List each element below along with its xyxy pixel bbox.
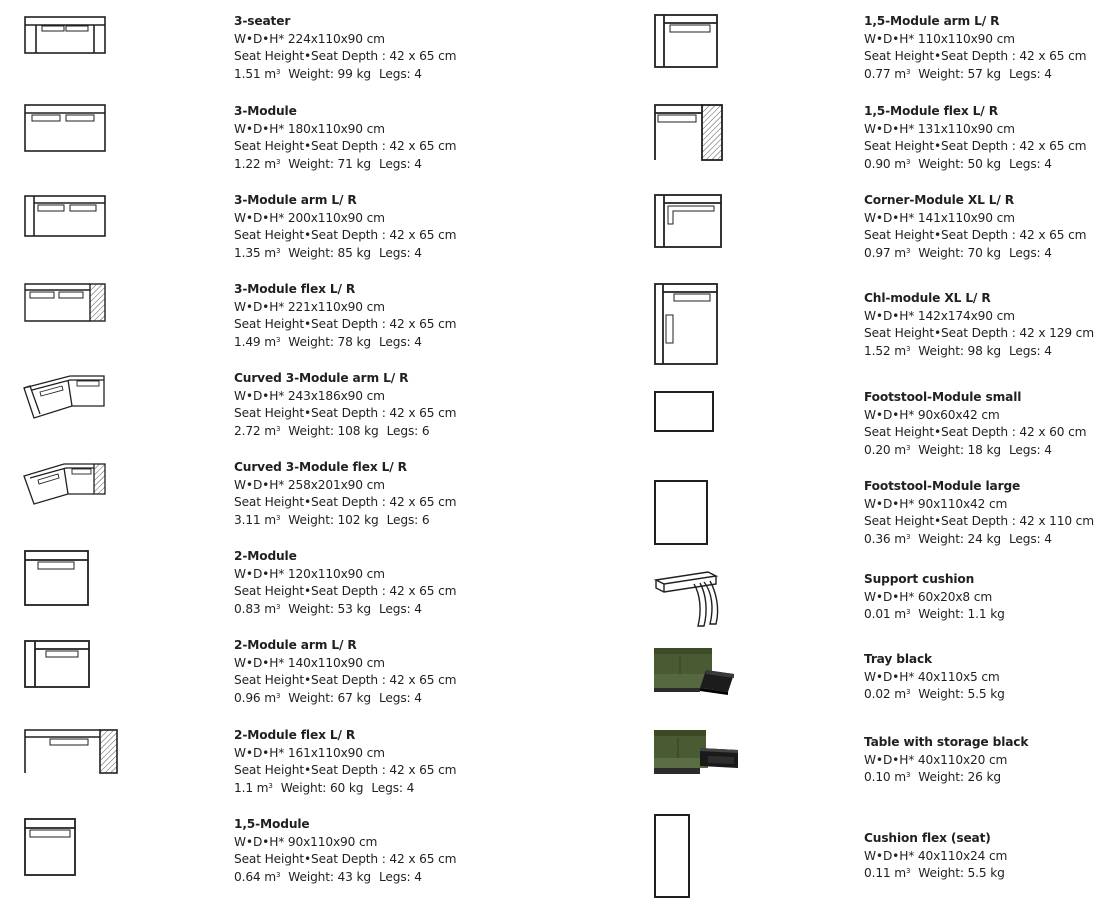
product-seat: Seat Height•Seat Depth : 42 x 65 cm — [234, 139, 457, 153]
product-weight: Weight: 70 kg — [918, 245, 1001, 260]
product-weight: Weight: 43 kg — [288, 869, 371, 884]
product-dimensions: W•D•H* 221x110x90 cm — [234, 299, 385, 314]
product-stats — [864, 531, 1094, 549]
product-weight: Weight: 50 kg — [918, 156, 1001, 171]
product-volume: 1.1 m — [234, 780, 269, 795]
product-weight: Weight: 78 kg — [288, 334, 371, 349]
product-weight: Weight: 85 kg — [288, 245, 371, 260]
product-weight: Weight: 5.5 kg — [918, 866, 1005, 880]
product-title: Cushion flex (seat) — [864, 831, 991, 845]
product-volume: 0.36 m — [864, 531, 906, 546]
sofa-2-module-icon — [24, 550, 90, 608]
product-volume: 0.90 m — [864, 156, 906, 171]
product-title: 3-Module arm L/ R — [234, 193, 357, 207]
product-weight: Weight: 99 kg — [288, 66, 371, 81]
cubic-superscript: 3 — [905, 157, 911, 166]
product-stats — [864, 769, 1028, 787]
footstool-small-icon — [654, 391, 716, 433]
product-volume: 0.77 m — [864, 66, 906, 81]
cubic-superscript: 3 — [905, 771, 911, 779]
product-dimensions: W•D•H* 142x174x90 cm — [864, 308, 1015, 323]
product-title: Curved 3-Module arm L/ R — [234, 371, 409, 385]
product-dimensions: W•D•H* 90x60x42 cm — [864, 407, 1000, 422]
sofa-curved-3-module-arm-icon — [22, 372, 108, 422]
product-weight: Weight: 24 kg — [918, 531, 1001, 546]
product-stats — [864, 606, 1005, 624]
product-weight: Weight: 71 kg — [288, 156, 371, 171]
cubic-superscript: 3 — [275, 424, 281, 433]
product-dimensions: W•D•H* 258x201x90 cm — [234, 477, 385, 492]
product-seat: Seat Height•Seat Depth : 42 x 65 cm — [234, 495, 457, 509]
cubic-superscript: 3 — [905, 67, 911, 76]
product-dimensions: W•D•H* 90x110x90 cm — [234, 834, 378, 849]
product-title: 3-Module — [234, 104, 297, 118]
support-cushion-icon — [654, 570, 720, 628]
product-stats — [864, 156, 1086, 174]
product-legs: Legs: 6 — [386, 423, 430, 438]
product-dimensions: W•D•H* 200x110x90 cm — [234, 210, 385, 225]
cubic-superscript: 3 — [275, 67, 281, 76]
product-stats — [234, 601, 456, 619]
product-dimensions: W•D•H* 161x110x90 cm — [234, 745, 385, 760]
product-legs: Legs: 4 — [371, 780, 415, 795]
product-seat: Seat Height•Seat Depth : 42 x 129 cm — [864, 326, 1094, 340]
product-stats — [234, 66, 456, 84]
cubic-superscript: 3 — [268, 781, 273, 790]
cubic-superscript: 3 — [275, 691, 281, 700]
product-volume: 0.02 m — [864, 687, 906, 701]
product-volume: 0.83 m — [234, 601, 276, 616]
product-title: Tray black — [864, 652, 932, 666]
product-dimensions: W•D•H* 224x110x90 cm — [234, 31, 385, 46]
product-dimensions: W•D•H* 140x110x90 cm — [234, 655, 385, 670]
product-volume: 0.96 m — [234, 690, 276, 705]
product-stats — [234, 156, 456, 174]
product-volume: 1.35 m — [234, 245, 276, 260]
sofa-3-module-flex-icon — [24, 283, 108, 323]
product-seat: Seat Height•Seat Depth : 42 x 110 cm — [864, 514, 1094, 528]
cubic-superscript: 3 — [905, 608, 911, 616]
product-volume: 2.72 m — [234, 423, 276, 438]
product-title: Curved 3-Module flex L/ R — [234, 460, 407, 474]
product-weight: Weight: 1.1 kg — [918, 607, 1005, 621]
sofa-3-seater-icon — [24, 15, 108, 55]
product-weight: Weight: 26 kg — [918, 770, 1001, 784]
product-volume: 0.97 m — [864, 245, 906, 260]
product-legs: Legs: 4 — [1008, 442, 1052, 457]
product-legs: Legs: 4 — [378, 690, 422, 705]
product-legs: Legs: 4 — [378, 601, 422, 616]
product-weight: Weight: 5.5 kg — [918, 687, 1005, 701]
product-seat: Seat Height•Seat Depth : 42 x 65 cm — [864, 228, 1087, 242]
table-storage-photo-icon — [654, 730, 740, 780]
product-seat: Seat Height•Seat Depth : 42 x 65 cm — [234, 49, 457, 63]
product-legs: Legs: 4 — [378, 869, 422, 884]
product-dimensions: W•D•H* 120x110x90 cm — [234, 566, 385, 581]
product-volume: 1.52 m — [864, 343, 906, 358]
product-dimensions: W•D•H* 180x110x90 cm — [234, 121, 385, 136]
product-legs: Legs: 4 — [378, 334, 422, 349]
sofa-3-module-arm-icon — [24, 195, 108, 239]
cubic-superscript: 3 — [275, 870, 281, 879]
cushion-flex-icon — [654, 814, 692, 900]
product-stats — [864, 686, 1005, 704]
product-stats — [234, 334, 456, 352]
product-dimensions: W•D•H* 40x110x5 cm — [864, 669, 1000, 684]
cubic-superscript: 3 — [905, 688, 911, 696]
product-seat: Seat Height•Seat Depth : 42 x 65 cm — [234, 228, 457, 242]
product-legs: Legs: 4 — [1008, 343, 1052, 358]
product-dimensions: W•D•H* 110x110x90 cm — [864, 31, 1015, 46]
product-title: Footstool-Module small — [864, 390, 1022, 404]
product-title: Corner-Module XL L/ R — [864, 193, 1015, 207]
product-stats — [234, 780, 456, 798]
cubic-superscript: 3 — [275, 335, 281, 344]
product-dimensions: W•D•H* 141x110x90 cm — [864, 210, 1015, 225]
product-title: 2-Module arm L/ R — [234, 638, 357, 652]
product-title: Footstool-Module large — [864, 479, 1021, 493]
product-title: Table with storage black — [864, 735, 1029, 749]
product-stats — [864, 865, 1007, 883]
product-seat: Seat Height•Seat Depth : 42 x 65 cm — [234, 852, 457, 866]
product-volume: 3.11 m — [234, 512, 276, 527]
product-title: 1,5-Module arm L/ R — [864, 14, 1000, 28]
product-weight: Weight: 102 kg — [288, 512, 379, 527]
product-seat: Seat Height•Seat Depth : 42 x 65 cm — [234, 673, 457, 687]
product-volume: 0.11 m — [864, 866, 906, 880]
product-stats — [864, 442, 1086, 460]
product-seat: Seat Height•Seat Depth : 42 x 60 cm — [864, 425, 1087, 439]
product-title: 2-Module flex L/ R — [234, 728, 356, 742]
cubic-superscript: 3 — [905, 867, 911, 875]
product-weight: Weight: 98 kg — [918, 343, 1001, 358]
product-dimensions: W•D•H* 131x110x90 cm — [864, 121, 1015, 136]
sofa-curved-3-module-flex-icon — [22, 462, 108, 512]
product-legs: Legs: 4 — [1008, 531, 1052, 546]
product-legs: Legs: 6 — [386, 512, 430, 527]
product-stats — [234, 869, 456, 887]
product-stats — [864, 343, 1094, 361]
product-title: 3-seater — [234, 14, 291, 28]
product-title: Support cushion — [864, 572, 975, 586]
product-dimensions: W•D•H* 40x110x20 cm — [864, 752, 1008, 767]
product-stats — [864, 66, 1086, 84]
product-legs: Legs: 4 — [378, 245, 422, 260]
product-legs: Legs: 4 — [1008, 66, 1052, 81]
product-seat: Seat Height•Seat Depth : 42 x 65 cm — [864, 139, 1087, 153]
product-volume: 0.64 m — [234, 869, 276, 884]
product-volume: 1.49 m — [234, 334, 276, 349]
product-dimensions: W•D•H* 60x20x8 cm — [864, 589, 993, 604]
product-weight: Weight: 67 kg — [288, 690, 371, 705]
product-stats — [864, 245, 1086, 263]
product-title: 1,5-Module — [234, 817, 310, 831]
product-seat: Seat Height•Seat Depth : 42 x 65 cm — [234, 406, 457, 420]
product-seat: Seat Height•Seat Depth : 42 x 65 cm — [864, 49, 1087, 63]
cubic-superscript: 3 — [905, 532, 911, 541]
product-volume: 1.22 m — [234, 156, 276, 171]
product-dimensions: W•D•H* 243x186x90 cm — [234, 388, 385, 403]
product-weight: Weight: 108 kg — [288, 423, 379, 438]
product-title: 2-Module — [234, 549, 297, 563]
tray-black-photo-icon — [654, 648, 736, 700]
sofa-3-module-icon — [24, 104, 108, 154]
cubic-superscript: 3 — [905, 344, 911, 353]
sofa-2-module-flex-icon — [24, 729, 120, 775]
product-volume: 1.51 m — [234, 66, 276, 81]
product-weight: Weight: 57 kg — [918, 66, 1001, 81]
cubic-superscript: 3 — [275, 246, 281, 255]
product-dimensions: W•D•H* 40x110x24 cm — [864, 848, 1008, 863]
product-volume: 0.20 m — [864, 442, 906, 457]
sofa-1-5-module-flex-icon — [654, 104, 726, 162]
product-legs: Legs: 4 — [378, 66, 422, 81]
product-stats — [234, 512, 456, 530]
product-seat: Seat Height•Seat Depth : 42 x 65 cm — [234, 763, 457, 777]
chl-module-xl-icon — [654, 283, 720, 367]
product-volume: 0.01 m — [864, 607, 906, 621]
product-legs: Legs: 4 — [378, 156, 422, 171]
product-weight: Weight: 18 kg — [918, 442, 1001, 457]
product-weight: Weight: 60 kg — [280, 780, 364, 795]
sofa-2-module-arm-icon — [24, 640, 92, 690]
cubic-superscript: 3 — [905, 246, 911, 255]
footstool-large-icon — [654, 480, 710, 546]
product-stats — [234, 690, 456, 708]
product-title: 3-Module flex L/ R — [234, 282, 356, 296]
product-legs: Legs: 4 — [1008, 156, 1052, 171]
cubic-superscript: 3 — [905, 443, 911, 452]
product-dimensions: W•D•H* 90x110x42 cm — [864, 496, 1008, 511]
corner-module-xl-icon — [654, 194, 724, 250]
product-title: Chl-module XL L/ R — [864, 291, 991, 305]
product-legs: Legs: 4 — [1008, 245, 1052, 260]
sofa-1-5-module-icon — [24, 818, 78, 878]
cubic-superscript: 3 — [275, 513, 281, 522]
sofa-1-5-module-arm-icon — [654, 14, 720, 70]
product-seat: Seat Height•Seat Depth : 42 x 65 cm — [234, 317, 457, 331]
product-stats — [234, 423, 456, 441]
product-volume: 0.10 m — [864, 770, 906, 784]
product-weight: Weight: 53 kg — [288, 601, 371, 616]
product-stats — [234, 245, 456, 263]
product-title: 1,5-Module flex L/ R — [864, 104, 998, 118]
product-seat: Seat Height•Seat Depth : 42 x 65 cm — [234, 584, 457, 598]
cubic-superscript: 3 — [275, 157, 281, 166]
cubic-superscript: 3 — [275, 602, 281, 611]
